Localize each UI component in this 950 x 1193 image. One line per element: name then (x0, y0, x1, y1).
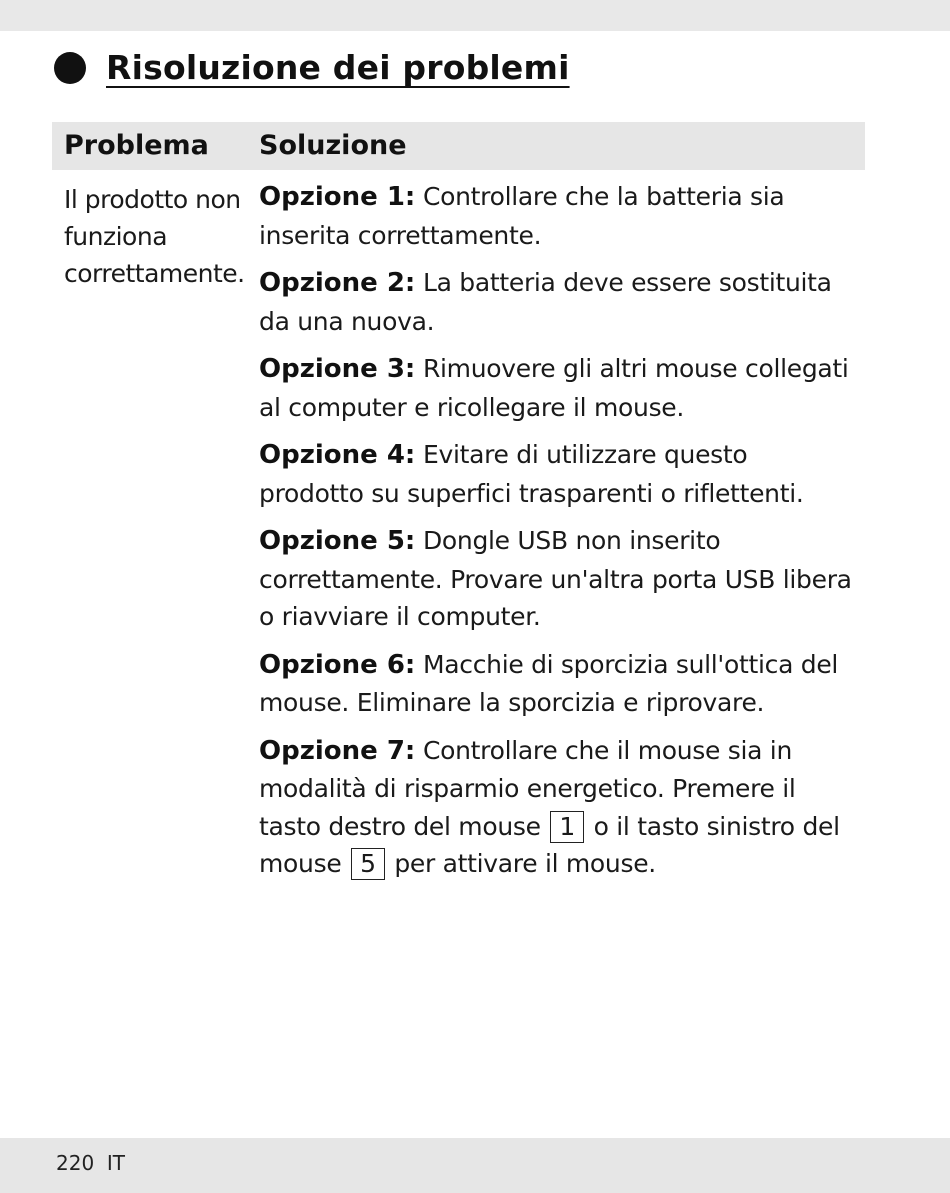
key-reference-box: 5 (351, 848, 385, 880)
language-code: IT (106, 1151, 126, 1175)
page-number: 220 (56, 1151, 95, 1175)
key-reference-box: 1 (550, 811, 584, 843)
solution-cell (259, 178, 859, 893)
option-text: Controllare che la batteria sia inserita correttamente. (259, 182, 785, 250)
option-label: Opzione 1: (259, 182, 416, 212)
option-label: Opzione 7: (259, 735, 416, 766)
column-header-problem: Problema (64, 130, 209, 161)
option-label: Opzione 6: (259, 649, 416, 680)
option-text: Evitare di utilizzare questo prodotto su superfici trasparenti o riflettenti. (259, 440, 804, 508)
option-6 (259, 646, 859, 722)
option-text: La batteria deve essere sostituita da una nuova. (259, 268, 832, 336)
option-1 (259, 178, 859, 254)
option-label: Opzione 5: (259, 526, 416, 556)
option-7 (259, 732, 859, 883)
option-text: Rimuovere gli altri mouse collegati al computer e ricollegare il mouse. (259, 354, 849, 422)
column-header-solution: Soluzione (259, 130, 407, 161)
option-3 (259, 350, 859, 426)
footer-band (0, 1138, 950, 1193)
top-margin-band (0, 0, 950, 31)
option-text: Dongle USB non inserito correttamente. Provare un'altra porta USB libera o riavviare il computer. (259, 526, 852, 631)
bullet-icon (54, 52, 86, 84)
option-4 (259, 436, 859, 512)
option-label: Opzione 3: (259, 354, 416, 384)
option-label: Opzione 2: (259, 268, 416, 298)
option-2 (259, 264, 859, 340)
option-5 (259, 522, 859, 636)
option-text: per attivare il mouse. (394, 849, 656, 878)
section-title: Risoluzione dei problemi (106, 48, 570, 87)
problem-cell: Il prodotto non funziona correttamente. (64, 185, 245, 288)
section-heading (54, 48, 570, 87)
option-text: o il tasto sinistro del mouse (259, 811, 840, 878)
option-text: Macchie di sporcizia sull'ottica del mouse. Eliminare la sporcizia e riprovare. (259, 649, 839, 717)
option-text: Controllare che il mouse sia in modalità di risparmio energetico. Premere il tasto destro del mouse (259, 735, 796, 841)
page-footer (56, 1151, 125, 1175)
option-label: Opzione 4: (259, 440, 416, 470)
